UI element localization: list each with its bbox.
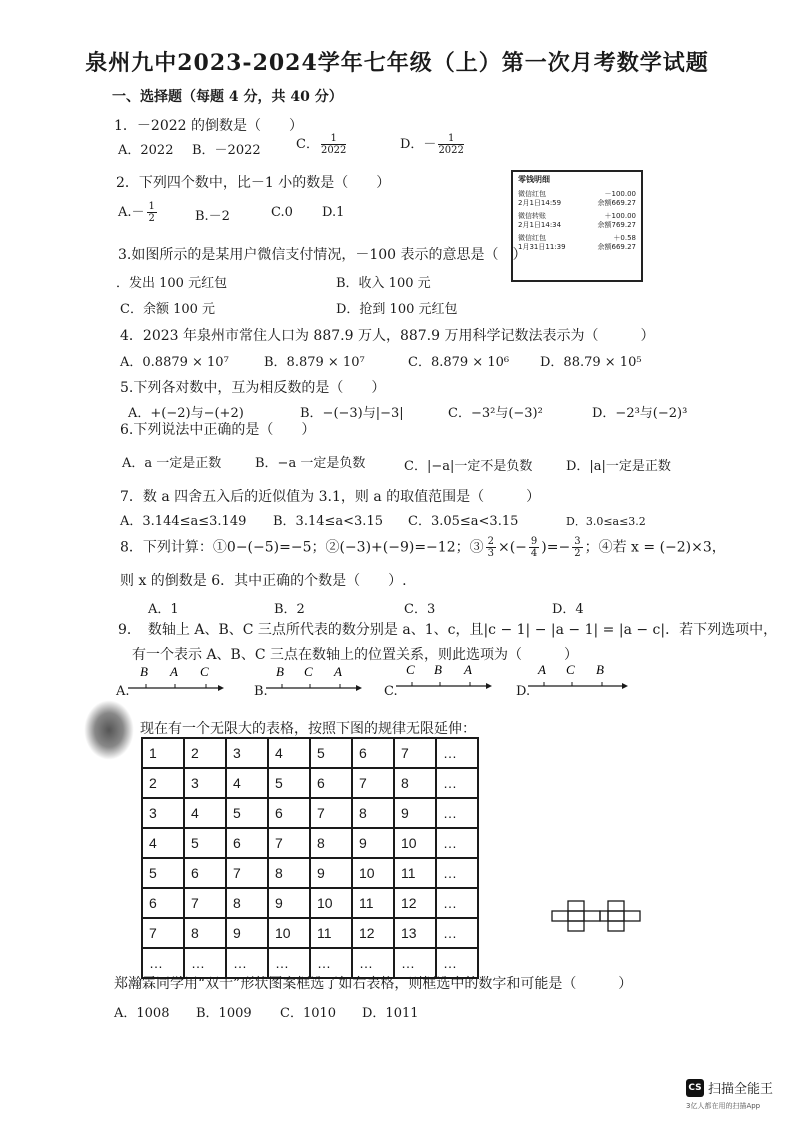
table-cell: 13 — [394, 918, 436, 948]
q1-option-b: B．－2022 — [192, 143, 261, 158]
q9-number-line-a — [126, 664, 226, 694]
q7-option-c: C．3.05≤a<3.15 — [408, 514, 519, 529]
table-row — [142, 828, 478, 858]
q9-stem-2: 有一个表示 A、B、C 三点在数轴上的位置关系，则此选项为（ ） — [132, 647, 579, 663]
table-cell: 2 — [184, 738, 226, 768]
table-cell: 1 — [142, 738, 184, 768]
q8-stem: 8．下列计算：①0−(−5)=−5；②(−3)+(−9)=−12；③ $\frac{2}{3}$ ×(− $\frac{9}{4}$ )=− $\frac{3}{2}$ ；④若 x = (−2)×3， — [120, 536, 726, 559]
table-cell: … — [436, 918, 478, 948]
table-cell: … — [436, 828, 478, 858]
double-ten-shape-diagram — [548, 900, 644, 932]
table-row — [142, 798, 478, 828]
q9-c-point-3: A — [464, 662, 472, 677]
q1-option-d: D．－ $\frac{1}{2022}$ — [400, 133, 464, 156]
table-cell: 6 — [310, 768, 352, 798]
q9-b-point-3: A — [334, 664, 342, 679]
table-cell: 8 — [352, 798, 394, 828]
table-cell: 4 — [226, 768, 268, 798]
ink-smudge — [84, 700, 134, 760]
q8-option-d: D．4 — [552, 602, 584, 617]
table-cell: 4 — [268, 738, 310, 768]
q8-option-b: B．2 — [274, 602, 305, 617]
camscanner-logo-icon: CS — [686, 1079, 704, 1097]
q7-stem: 7．数 a 四舍五入后的近似值为 3.1，则 a 的取值范围是（ ） — [120, 489, 541, 505]
q1-option-a: A．2022 — [118, 143, 174, 158]
q5-option-b: B．−(−3)与|−3| — [300, 406, 404, 421]
table-cell: 7 — [142, 918, 184, 948]
q9-d-point-3: B — [596, 662, 604, 677]
q2-option-d: D.1 — [322, 205, 345, 220]
table-cell: 3 — [142, 798, 184, 828]
q10-question: 郑瀚霖同学用“双十”形状图案框选了如右表格，则框选中的数字和可能是（ ） — [114, 976, 633, 992]
table-cell: 8 — [310, 828, 352, 858]
q3-stem: 3.如图所示的是某用户微信支付情况，－100 表示的意思是（ ） — [118, 247, 527, 263]
table-cell: 6 — [352, 738, 394, 768]
scanner-app-name: 扫描全能王 — [708, 1082, 774, 1097]
table-cell: … — [436, 798, 478, 828]
table-row — [142, 918, 478, 948]
table-cell: 10 — [268, 918, 310, 948]
table-cell: 8 — [184, 918, 226, 948]
q10-option-a: A．1008 — [114, 1006, 170, 1021]
table-cell: … — [436, 858, 478, 888]
table-cell: 9 — [352, 828, 394, 858]
q10-option-c: C．1010 — [280, 1006, 337, 1021]
table-cell: 5 — [184, 828, 226, 858]
table-cell: 11 — [310, 918, 352, 948]
table-cell: 9 — [310, 858, 352, 888]
table-cell: 7 — [184, 888, 226, 918]
table-cell: 11 — [394, 858, 436, 888]
q6-option-d: D．|a|一定是正数 — [566, 459, 671, 474]
table-cell: 7 — [352, 768, 394, 798]
q8-line2: 则 x 的倒数是 6．其中正确的个数是（ ）. — [120, 573, 407, 589]
q2-stem: 2．下列四个数中，比－1 小的数是（ ） — [116, 175, 391, 191]
q6-option-a: A．a 一定是正数 — [122, 456, 222, 471]
table-cell: … — [184, 948, 226, 978]
table-cell: … — [352, 948, 394, 978]
table-cell: … — [226, 948, 268, 978]
table-cell: 10 — [394, 828, 436, 858]
wechat-balance-image: 零钱明细 微信红包 2月1日14:59 －100.00 余额669.27 微信转账 2月1日14:34 ＋100.00 余额769.27 微信红包 1月31日11:39 ＋0.58 余额669.27 — [511, 170, 643, 282]
q6-option-b: B．−a 一定是负数 — [255, 456, 366, 471]
table-cell: 4 — [184, 798, 226, 828]
q8-option-c: C．3 — [404, 602, 436, 617]
table-row — [142, 888, 478, 918]
table-cell: 7 — [226, 858, 268, 888]
q4-option-b: B．8.879 × 10⁷ — [264, 355, 365, 370]
table-cell: 6 — [226, 828, 268, 858]
q9-option-b-label: B. — [254, 684, 268, 699]
q9-number-line-c — [394, 662, 494, 692]
q3-option-d: D．抢到 100 元红包 — [336, 302, 458, 317]
q1-stem: 1．－2022 的倒数是（ ） — [114, 118, 303, 134]
table-cell: 6 — [184, 858, 226, 888]
table-cell: 7 — [394, 738, 436, 768]
ticket-header: 零钱明细 — [518, 175, 550, 184]
q9-number-line-b — [264, 664, 364, 694]
q9-option-a-label: A. — [116, 684, 130, 699]
table-cell: … — [394, 948, 436, 978]
table-cell: 12 — [352, 918, 394, 948]
table-cell: … — [436, 888, 478, 918]
q9-a-point-2: A — [170, 664, 178, 679]
q3-option-b: B．收入 100 元 — [336, 276, 431, 291]
table-cell: 9 — [268, 888, 310, 918]
q4-option-d: D．88.79 × 10⁵ — [540, 355, 642, 370]
table-cell: 7 — [268, 828, 310, 858]
table-cell: … — [436, 948, 478, 978]
table-cell: 6 — [268, 798, 310, 828]
table-cell: 8 — [394, 768, 436, 798]
q5-option-a: A．+(−2)与−(+2) — [128, 406, 244, 421]
q3-option-a: ．发出 100 元红包 — [116, 276, 228, 291]
scanner-watermark — [686, 1078, 773, 1097]
q2-option-c: C.0 — [271, 205, 293, 220]
table-cell: 5 — [226, 798, 268, 828]
page-title: 泉州九中2023-2024学年七年级（上）第一次月考数学试题 — [85, 50, 709, 76]
q3-option-c: C．余额 100 元 — [120, 302, 216, 317]
q6-stem: 6.下列说法中正确的是（ ） — [120, 422, 316, 438]
table-cell: 3 — [226, 738, 268, 768]
table-cell: 8 — [268, 858, 310, 888]
q5-option-d: D．−2³与(−2)³ — [592, 406, 688, 421]
q10-stem: 现在有一个无限大的表格，按照下图的规律无限延伸： — [140, 721, 476, 737]
table-row — [142, 858, 478, 888]
q5-option-c: C．−3²与(−3)² — [448, 406, 543, 421]
table-cell: 6 — [142, 888, 184, 918]
q5-stem: 5.下列各对数中，互为相反数的是（ ） — [120, 380, 386, 396]
table-cell: 3 — [184, 768, 226, 798]
q9-d-point-2: C — [566, 662, 575, 677]
table-cell: 11 — [352, 888, 394, 918]
table-cell: … — [436, 768, 478, 798]
q9-c-point-1: C — [406, 662, 415, 677]
table-cell: 5 — [310, 738, 352, 768]
q7-option-b: B．3.14≤a<3.15 — [273, 514, 383, 529]
q9-stem-1: 9． 数轴上 A、B、C 三点所代表的数分别是 a、1、c，且|c − 1| − |a − 1| = |a − c|．若下列选项中， — [118, 622, 778, 638]
q9-a-point-1: B — [140, 664, 148, 679]
table-row — [142, 768, 478, 798]
q9-c-point-2: B — [434, 662, 442, 677]
q7-option-a: A．3.144≤a≤3.149 — [120, 514, 247, 529]
number-table — [141, 737, 479, 979]
table-cell: … — [436, 738, 478, 768]
q6-option-c: C．|−a|一定不是负数 — [404, 459, 533, 474]
table-cell: 9 — [226, 918, 268, 948]
table-row — [142, 738, 478, 768]
q4-option-c: C．8.879 × 10⁶ — [408, 355, 510, 370]
table-cell: 4 — [142, 828, 184, 858]
q4-option-a: A．0.8879 × 10⁷ — [120, 355, 229, 370]
q4-stem: 4．2023 年泉州市常住人口为 887.9 万人，887.9 万用科学记数法表示为（ ） — [120, 328, 655, 344]
q9-b-point-1: B — [276, 664, 284, 679]
q9-number-line-d — [526, 662, 630, 692]
q2-option-b: B.－2 — [195, 209, 230, 224]
table-cell: … — [268, 948, 310, 978]
table-cell: 8 — [226, 888, 268, 918]
q8-option-a: A．1 — [148, 602, 179, 617]
q9-option-c-label: C. — [384, 684, 398, 699]
q2-option-a: A.－ $\frac{1}{2}$ — [118, 201, 155, 224]
q10-option-d: D．1011 — [362, 1006, 419, 1021]
table-cell: 10 — [352, 858, 394, 888]
table-cell: 7 — [310, 798, 352, 828]
table-cell: 5 — [268, 768, 310, 798]
table-cell: 5 — [142, 858, 184, 888]
table-cell: … — [310, 948, 352, 978]
table-cell: 10 — [310, 888, 352, 918]
q1-option-c: C． $\frac{1}{2022}$ — [296, 133, 347, 156]
section-heading: 一、选择题（每题 4 分，共 40 分） — [112, 89, 343, 105]
table-cell: … — [142, 948, 184, 978]
table-cell: 12 — [394, 888, 436, 918]
q9-b-point-2: C — [304, 664, 313, 679]
q9-d-point-1: A — [538, 662, 546, 677]
q7-option-d: D．3.0≤a≤3.2 — [566, 515, 646, 528]
q9-a-point-3: C — [200, 664, 209, 679]
q10-option-b: B．1009 — [196, 1006, 252, 1021]
scanner-tagline: 3亿人都在用的扫描App — [686, 1102, 761, 1110]
q9-option-d-label: D. — [516, 684, 531, 699]
table-cell: 2 — [142, 768, 184, 798]
table-cell: 9 — [394, 798, 436, 828]
